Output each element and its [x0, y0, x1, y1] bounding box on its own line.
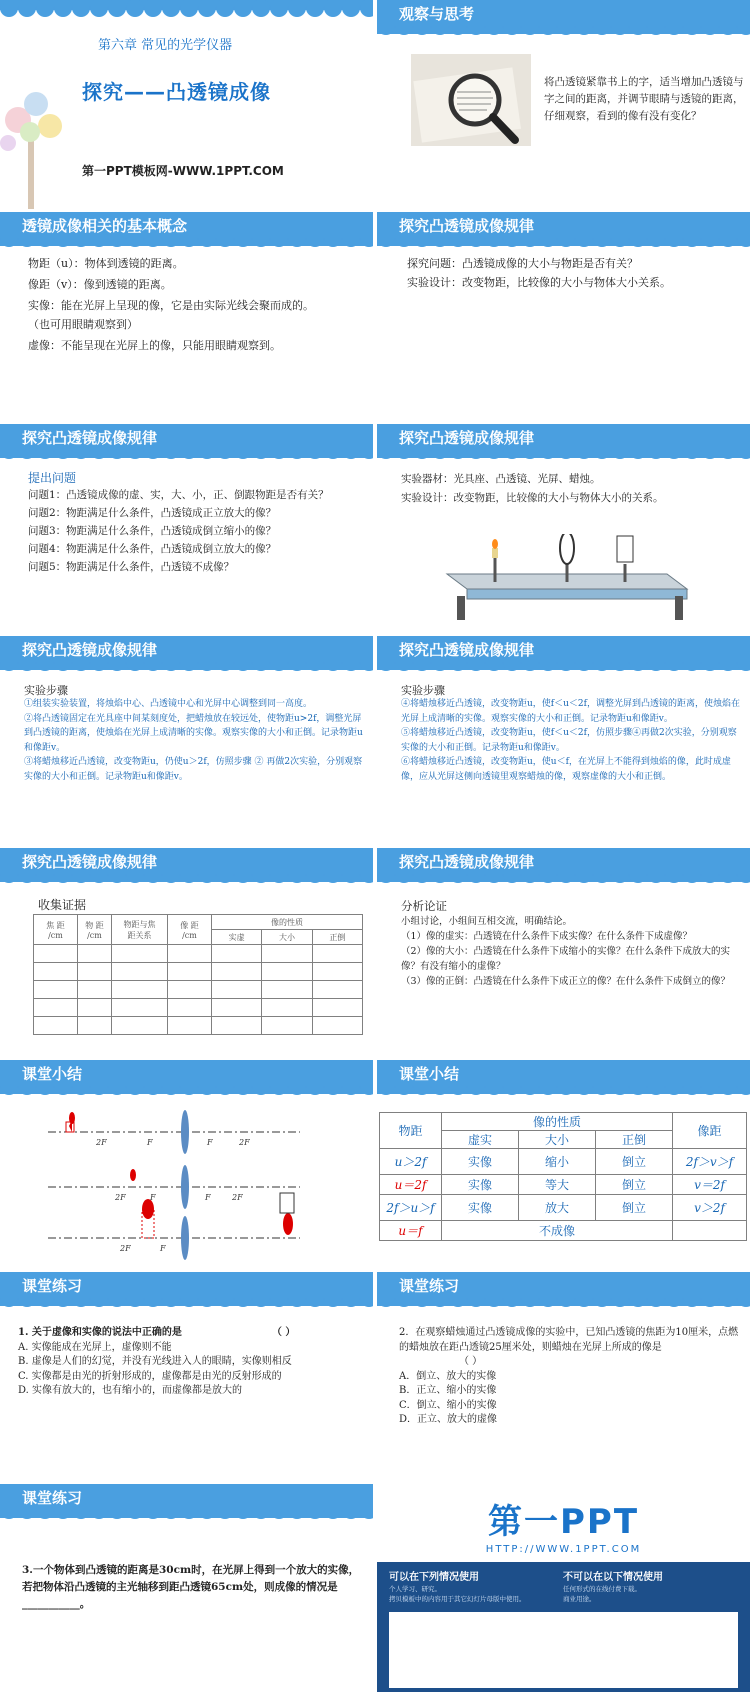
header-wave: [377, 874, 750, 890]
brand-logo: 第一PPT: [487, 1502, 640, 1542]
row-u: u＞2f: [380, 1149, 442, 1175]
option-a[interactable]: A．倒立、放大的实像: [399, 1370, 497, 1382]
row-no-image: 不成像: [442, 1221, 673, 1241]
section-subtitle: 收集证据: [38, 898, 87, 912]
head-size: 大小: [519, 1131, 596, 1149]
allowed-item: 拷贝模板中的内容用于其它幻灯片母版中使用。: [389, 1595, 526, 1603]
link-list-box: [389, 1612, 738, 1688]
col-orientation: 正倒: [312, 930, 362, 945]
col-image-unit: /cm: [182, 930, 197, 940]
header-wave: [377, 450, 750, 466]
row-orient: 倒立: [596, 1175, 673, 1195]
step-2: ②将凸透镜固定在光具座中间某刻度处，把蜡烛放在较远处，使物距u>2f，调整光屏到凸透镜的距离，使烛焰在光屏上成清晰的实像。观察实像的大小和正倒。记录物距u和像距v。: [24, 713, 363, 753]
col-object-label: 物 距: [85, 920, 104, 930]
row-real: 实像: [442, 1149, 519, 1175]
col-focal-unit: /cm: [48, 930, 63, 940]
header-wave: [0, 238, 373, 254]
slide-header-title: 探究凸透镜成像规律: [399, 217, 535, 235]
label-f-mid-r: F: [205, 1193, 211, 1202]
head-orient: 正倒: [596, 1131, 673, 1149]
exercise-question: 2．在观察蜡烛通过凸透镜成像的实验中，已知凸透镜的焦距为10厘米，点燃的蜡烛放在距凸透镜25厘米处，则蜡烛在光屏上所成的像是: [399, 1327, 739, 1353]
header-wave: [0, 450, 373, 466]
concept-virtual-image: ：不能呈现在光屏上的像，只能用眼睛观察到。: [50, 339, 281, 352]
analysis-real-virtual: （1）像的虚实：凸透镜在什么条件下成实像？在什么条件下成虚像？: [401, 931, 693, 942]
header-wave: [0, 1510, 373, 1526]
header-wave: [377, 1086, 750, 1102]
col-object-unit: /cm: [87, 930, 102, 940]
col-focal-label: 焦 距: [46, 920, 65, 930]
row-u: 2f＞u＞f: [380, 1195, 442, 1221]
col-relation: [112, 915, 168, 945]
step-6: ⑥将蜡烛移近凸透镜，改变物距u，使u＜f，在光屏上不能得到烛焰的像，此时成虚像，应从光屏这侧向透镜里观察蜡烛的像，观察虚像的大小和正倒。: [401, 757, 731, 782]
slide-analysis[interactable]: [377, 848, 750, 1057]
head-object-distance: 物距: [380, 1113, 442, 1149]
lens-ray-diagram: [0, 1100, 373, 1269]
slide-data-table[interactable]: [0, 848, 373, 1057]
slide-header-title: 课堂练习: [399, 1277, 460, 1295]
slide-brand[interactable]: [377, 1484, 750, 1692]
section-subtitle: 分析论证: [401, 899, 447, 913]
row-orient: 倒立: [596, 1149, 673, 1175]
step-4: ④将蜡烛移近凸透镜，改变物距u，使f＜u＜2f，调整光屏到凸透镜的距离，使烛焰在光屏上成清晰的实像。观察实像的大小和正倒。记录物距u和像距v。: [401, 699, 740, 724]
slide-steps-1[interactable]: [0, 636, 373, 845]
row-size: 放大: [519, 1195, 596, 1221]
analysis-size: （2）像的大小：凸透镜在什么条件下成缩小的实像？在什么条件下成放大的实像？有没有缩小的虚像？: [401, 946, 731, 972]
slide-equipment[interactable]: [377, 424, 750, 633]
col-size: 大小: [262, 930, 312, 945]
head-image-props: 像的性质: [442, 1113, 673, 1131]
slide-exercise-3[interactable]: [0, 1484, 373, 1692]
slide-header-title: 透镜成像相关的基本概念: [22, 217, 188, 235]
row-real: 实像: [442, 1175, 519, 1195]
slide-header-title: 探究凸透镜成像规律: [399, 641, 535, 659]
row-size: 缩小: [519, 1149, 596, 1175]
step-3: ③将蜡烛移近凸透镜，改变物距u，仍使u＞2f，仿照步骤 ② 再做2次实验，分别观察实像的大小和正倒。记录物距u和像距v。: [24, 757, 363, 782]
row-u: u＝f: [380, 1221, 442, 1241]
header-wave: [0, 874, 373, 890]
label-f-bottom: F: [160, 1244, 166, 1253]
answer-bracket: （ ）: [271, 1327, 296, 1338]
data-table: [33, 914, 363, 1035]
brand-url[interactable]: HTTP://WWW.1PPT.COM: [485, 1544, 642, 1555]
question-5: 问题5：物距满足什么条件，凸透镜不成像？: [28, 561, 235, 573]
slide-title[interactable]: [0, 0, 373, 209]
magnifier-photo: [411, 54, 531, 146]
option-c[interactable]: C．倒立、缩小的实像: [399, 1399, 497, 1411]
usage-panel: [377, 1562, 750, 1692]
row-v: v＝2f: [673, 1175, 747, 1195]
label-2f-left: 2F: [96, 1138, 107, 1147]
analysis-orientation: （3）像的正倒：凸透镜在什么条件下成正立的像？在什么条件下成倒立的像？: [401, 976, 731, 987]
analysis-intro: 小组讨论，小组间互相交流，明确结论。: [401, 916, 573, 927]
col-real-virtual: 实虚: [212, 930, 262, 945]
slide-header-title: 探究凸透镜成像规律: [399, 853, 535, 871]
summary-table: [379, 1112, 747, 1241]
concept-virtual-head: 虚像: [28, 339, 50, 352]
header-wave: [0, 662, 373, 678]
top-wave-border: [0, 0, 373, 22]
header-wave: [377, 26, 750, 42]
col-image: [168, 915, 212, 945]
question-1: 问题1：凸透镜成像的虚、实，大、小，正、倒跟物距是否有关？: [28, 489, 329, 501]
concept-real-image: 实像：能在光屏上呈现的像，它是由实际光线会聚而成的。: [28, 299, 314, 312]
step-1: ①组装实验装置，将烛焰中心、凸透镜中心和光屏中心调整到同一高度。: [24, 699, 313, 709]
col-object: [78, 915, 112, 945]
option-d[interactable]: D．正立、放大的虚像: [399, 1414, 498, 1425]
slide-header-title: 探究凸透镜成像规律: [22, 641, 158, 659]
option-c[interactable]: C. 实像都是由光的折射形成的，虚像都是由光的反射形成的: [18, 1370, 282, 1382]
concept-image-distance: 像距（v）：像到透镜的距离。: [28, 278, 172, 291]
label-2f-bottom: 2F: [120, 1244, 131, 1253]
concept-real-note: （也可用眼睛观察到）: [28, 318, 138, 331]
row-v: v＞2f: [673, 1195, 747, 1221]
research-question: 探究问题：凸透镜成像的大小与物距是否有关？: [407, 257, 638, 270]
section-subtitle: 提出问题: [28, 471, 77, 485]
exercise-question: 1. 关于虚像和实像的说法中正确的是: [18, 1327, 182, 1338]
head-real: 虚实: [442, 1131, 519, 1149]
head-image-distance: 像距: [673, 1113, 747, 1149]
site-label: 第一PPT模板网-WWW.1PPT.COM: [82, 164, 284, 178]
concept-list: [28, 254, 368, 355]
forbidden-item: 商业用途。: [563, 1595, 596, 1603]
option-a[interactable]: A. 实像能成在光屏上，虚像则不能: [18, 1341, 172, 1353]
exercise-question: 3.一个物体到凸透镜的距离是30cm时，在光屏上得到一个放大的实像，若把物体沿凸透镜的主光轴移到距凸透镜65cm处，则成像的情况是___________。: [22, 1564, 360, 1610]
step-5: ⑤将蜡烛移近凸透镜，改变物距u，使f＜u＜2f，仿照步骤④再做2次实验，分别观察实像的大小和正倒。记录物距u和像距v。: [401, 728, 737, 753]
slide-concepts[interactable]: [0, 212, 373, 421]
label-2f-right: 2F: [239, 1138, 250, 1147]
row-v: 2f＞v＞f: [673, 1149, 747, 1175]
col-image-label: 像 距: [180, 920, 199, 930]
col-focal: [34, 915, 78, 945]
section-subtitle: 实验步骤: [401, 684, 445, 697]
row-orient: 倒立: [596, 1195, 673, 1221]
chapter-label: 第六章 常见的光学仪器: [98, 38, 233, 53]
experiment-design: 实验设计：改变物距，比较像的大小与物体大小关系。: [407, 276, 671, 289]
slide-observe[interactable]: [377, 0, 750, 209]
slide-header-title: 观察与思考: [399, 5, 475, 23]
header-wave: [377, 238, 750, 254]
answer-bracket: （ ）: [459, 1356, 483, 1367]
col-properties: 像的性质: [212, 915, 363, 930]
header-wave: [0, 1298, 373, 1314]
allowed-item: 个人学习、研究。: [389, 1585, 441, 1593]
header-wave: [377, 1298, 750, 1314]
label-f-right: F: [207, 1138, 213, 1147]
header-wave: [377, 662, 750, 678]
label-f-mid: F: [150, 1193, 156, 1202]
col-relation-label-2: 距关系: [127, 930, 152, 940]
slide-header-title: 探究凸透镜成像规律: [399, 429, 535, 447]
row-real: 实像: [442, 1195, 519, 1221]
forbidden-title: 不可以在以下情况使用: [563, 1572, 663, 1583]
observe-text: 将凸透镜紧靠书上的字，适当增加凸透镜与字之间的距离，并调节眼睛与透镜的距离，仔细观察，看到的像有没有变化？: [544, 76, 744, 122]
slide-exercise-2[interactable]: [377, 1272, 750, 1481]
optical-bench-illustration: [437, 534, 697, 624]
equipment-list: 实验器材：光具座、凸透镜、光屏、蜡烛。: [401, 473, 601, 485]
label-f-left: F: [147, 1138, 153, 1147]
slide-header-title: 探究凸透镜成像规律: [22, 429, 158, 447]
section-subtitle: 实验步骤: [24, 684, 68, 697]
slide-question[interactable]: [377, 212, 750, 421]
row-size: 等大: [519, 1175, 596, 1195]
forbidden-item: 任何形式的在线付费下载。: [563, 1585, 641, 1593]
slide-header-title: 课堂练习: [22, 1277, 83, 1295]
label-2f-mid-r: 2F: [232, 1193, 243, 1202]
slide-summary-diagram[interactable]: [0, 1060, 373, 1269]
slide-exercise-1[interactable]: [0, 1272, 373, 1481]
concept-object-distance: 物距（u）：物体到透镜的距离。: [28, 257, 184, 270]
tree-illustration: [0, 88, 80, 209]
option-b[interactable]: B. 虚像是人们的幻觉，并没有光线进入人的眼睛，实像则相反: [18, 1356, 292, 1367]
slide-header-title: 课堂练习: [22, 1489, 83, 1507]
slide-steps-2[interactable]: [377, 636, 750, 845]
question-4: 问题4：物距满足什么条件，凸透镜成倒立放大的像？: [28, 543, 277, 555]
slide-header-title: 课堂小结: [399, 1065, 460, 1083]
slide-summary-table[interactable]: [377, 1060, 750, 1269]
label-2f-mid: 2F: [115, 1193, 126, 1202]
slide-questions[interactable]: [0, 424, 373, 633]
col-relation-label: 物距与焦: [123, 919, 156, 929]
slide-header-title: 探究凸透镜成像规律: [22, 853, 158, 871]
question-3: 问题3：物距满足什么条件，凸透镜成倒立缩小的像？: [28, 525, 277, 537]
row-u: u＝2f: [380, 1175, 442, 1195]
option-b[interactable]: B．正立、缩小的实像: [399, 1385, 497, 1396]
equipment-design: 实验设计：改变物距，比较像的大小与物体大小的关系。: [401, 492, 664, 504]
slide-main-title: 探究——凸透镜成像: [82, 80, 271, 104]
slide-header-title: 课堂小结: [22, 1065, 83, 1083]
allowed-title: 可以在下列情况使用: [389, 1572, 479, 1583]
question-2: 问题2：物距满足什么条件，凸透镜成正立放大的像？: [28, 507, 277, 519]
option-d[interactable]: D. 实像有放大的，也有缩小的，而虚像都是放大的: [18, 1385, 243, 1396]
